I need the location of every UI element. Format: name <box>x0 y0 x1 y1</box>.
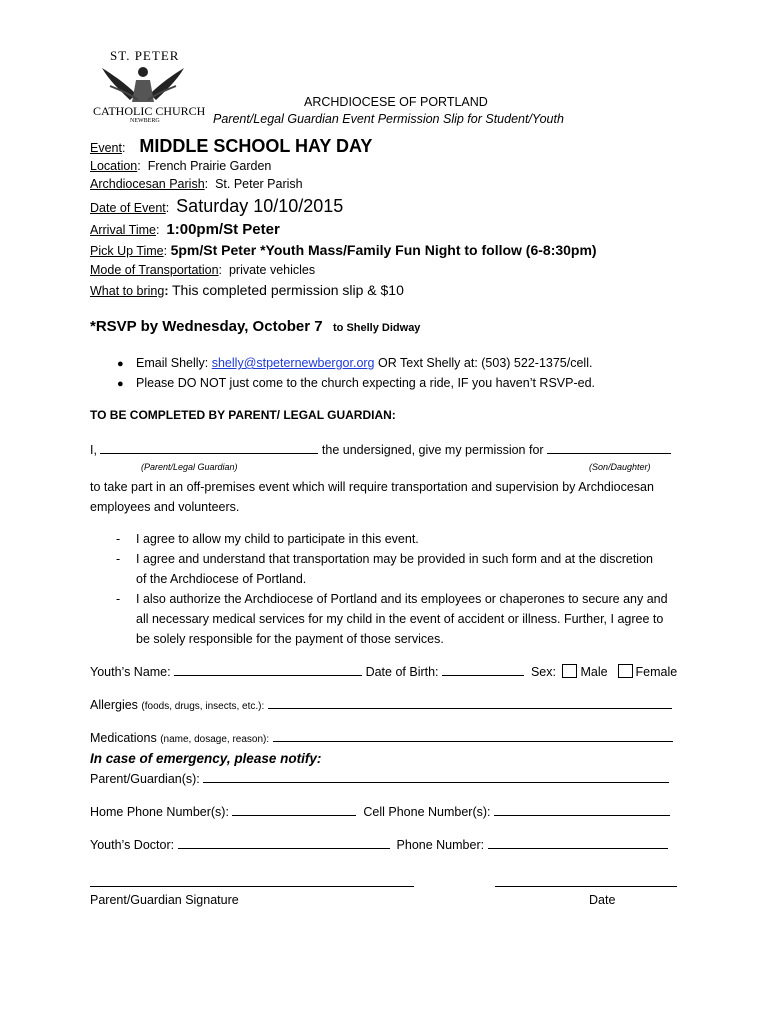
signature-label: Parent/Guardian Signature <box>90 893 239 907</box>
date-label: Date of Event <box>90 201 166 215</box>
logo-top-text: ST. PETER <box>110 48 180 63</box>
phone-label: Phone Number: <box>396 838 485 852</box>
emergency-heading: In case of emergency, please notify: <box>90 751 322 766</box>
allergies-field[interactable] <box>268 707 672 709</box>
medications-row <box>90 731 673 745</box>
arrival-value: 1:00pm/St Peter <box>166 221 280 238</box>
agree-item-cont: be solely responsible for the payment of those services. <box>136 632 444 646</box>
i-prefix: I, <box>90 443 97 457</box>
agree-item: I agree to allow my child to participate in this event. <box>136 532 419 546</box>
undersigned-text: the undersigned, give my permission for <box>321 443 544 457</box>
email-label: Email Shelly: <box>136 356 212 370</box>
guardian-heading: TO BE COMPLETED BY PARENT/ LEGAL GUARDIAN: <box>90 408 396 422</box>
medications-note: (name, dosage, reason): <box>160 734 270 745</box>
parents-label: Parent/Guardian(s): <box>90 772 200 786</box>
female-label: Female <box>635 665 678 679</box>
female-checkbox[interactable] <box>618 664 633 678</box>
para-line-1: to take part in an off-premises event which will require transportation and supervision by Archdiocesan <box>90 480 654 494</box>
text-shelly: OR Text Shelly at: (503) 522-1375/cell. <box>374 356 593 370</box>
agree-item: I agree and understand that transportation may be provided in such form and at the discretion <box>136 552 653 566</box>
cell-phone-label: Cell Phone Number(s): <box>363 805 491 819</box>
dob-label: Date of Birth: <box>365 665 439 679</box>
guardian-name-field[interactable] <box>100 452 318 454</box>
angel-icon <box>100 60 186 104</box>
rsvp-bullet-1 <box>136 356 592 370</box>
doctor-field[interactable] <box>178 847 390 849</box>
medications-label: Medications <box>90 731 157 745</box>
arrival-label: Arrival Time <box>90 223 156 237</box>
doctor-row <box>90 838 668 852</box>
home-phone-field[interactable] <box>232 814 356 816</box>
church-logo <box>88 44 206 124</box>
rsvp-to: to Shelly Didway <box>333 322 421 334</box>
logo-mid-text: CATHOLIC CHURCH <box>93 104 206 118</box>
dob-field[interactable] <box>442 674 524 676</box>
parish-value: St. Peter Parish <box>215 177 303 191</box>
header-title: ARCHDIOCESE OF PORTLAND <box>304 95 488 109</box>
male-checkbox[interactable] <box>562 664 577 678</box>
medications-field[interactable] <box>273 740 673 742</box>
cell-phone-field[interactable] <box>494 814 670 816</box>
youth-name-field[interactable] <box>174 674 362 676</box>
parish-row: Archdiocesan Parish: St. Peter Parish <box>90 177 303 191</box>
event-row: Event: MIDDLE SCHOOL HAY DAY <box>90 136 373 156</box>
child-name-field[interactable] <box>547 452 671 454</box>
allergies-label: Allergies <box>90 698 138 712</box>
agree-item-cont: all necessary medical services for my child in the event of accident or illness. Further, I agree to <box>136 612 664 626</box>
youth-name-label: Youth’s Name: <box>90 665 171 679</box>
permission-line <box>90 443 671 457</box>
bring-label: What to bring <box>90 284 165 298</box>
son-caption: (Son/Daughter) <box>589 462 651 472</box>
guardian-caption: (Parent/Legal Guardian) <box>141 462 238 472</box>
phones-row <box>90 805 670 819</box>
event-value: MIDDLE SCHOOL HAY DAY <box>139 136 373 156</box>
agree-item: I also authorize the Archdiocese of Portland and its employees or chaperones to secure any and <box>136 592 668 606</box>
pickup-label: Pick Up Time <box>90 244 164 258</box>
date-value: Saturday 10/10/2015 <box>176 196 344 216</box>
date-label: Date <box>589 893 616 907</box>
location-label: Location <box>90 159 138 173</box>
rsvp-bullet-2: Please DO NOT just come to the church expecting a ride, IF you haven’t RSVP-ed. <box>136 376 596 390</box>
bring-value: This completed permission slip & $10 <box>172 282 404 298</box>
transport-row: Mode of Transportation: private vehicles <box>90 263 316 277</box>
doctor-phone-field[interactable] <box>488 847 668 849</box>
youth-row <box>90 664 677 679</box>
email-link[interactable]: shelly@stpeternewbergor.org <box>211 356 375 370</box>
home-phone-label: Home Phone Number(s): <box>90 805 229 819</box>
sex-label: Sex: <box>530 665 556 679</box>
parish-label: Archdiocesan Parish <box>90 177 205 191</box>
event-label: Event <box>90 141 122 155</box>
rsvp-main: *RSVP by Wednesday, October 7 <box>90 318 323 335</box>
agree-item-cont: of the Archdiocese of Portland. <box>136 572 307 586</box>
allergies-row <box>90 698 672 712</box>
pickup-value: 5pm/St Peter *Youth Mass/Family Fun Night to follow (6-8:30pm) <box>170 242 597 258</box>
doctor-label: Youth’s Doctor: <box>90 838 175 852</box>
para-line-2: employees and volunteers. <box>90 500 240 514</box>
location-row: Location: French Prairie Garden <box>90 159 272 173</box>
allergies-note: (foods, drugs, insects, etc.): <box>141 701 265 712</box>
rsvp-row <box>90 318 420 335</box>
date-row: Date of Event: Saturday 10/10/2015 <box>90 196 344 216</box>
arrival-row: Arrival Time: 1:00pm/St Peter <box>90 221 280 238</box>
signature-line[interactable] <box>90 886 414 887</box>
header-subtitle: Parent/Legal Guardian Event Permission Slip for Student/Youth <box>213 112 564 126</box>
bullet-icon: ● <box>117 378 124 390</box>
parents-row <box>90 772 669 786</box>
parents-field[interactable] <box>203 781 669 783</box>
logo-bottom-text: NEWBERG <box>130 118 160 124</box>
transport-label: Mode of Transportation <box>90 263 219 277</box>
bullet-icon: ● <box>117 358 124 370</box>
bring-row: What to bring: This completed permission slip & $10 <box>90 282 404 298</box>
male-label: Male <box>580 665 608 679</box>
transport-value: private vehicles <box>228 263 316 277</box>
pickup-row: Pick Up Time: 5pm/St Peter *Youth Mass/Family Fun Night to follow (6-8:30pm) <box>90 242 597 258</box>
location-value: French Prairie Garden <box>147 159 272 173</box>
date-line[interactable] <box>495 886 677 887</box>
